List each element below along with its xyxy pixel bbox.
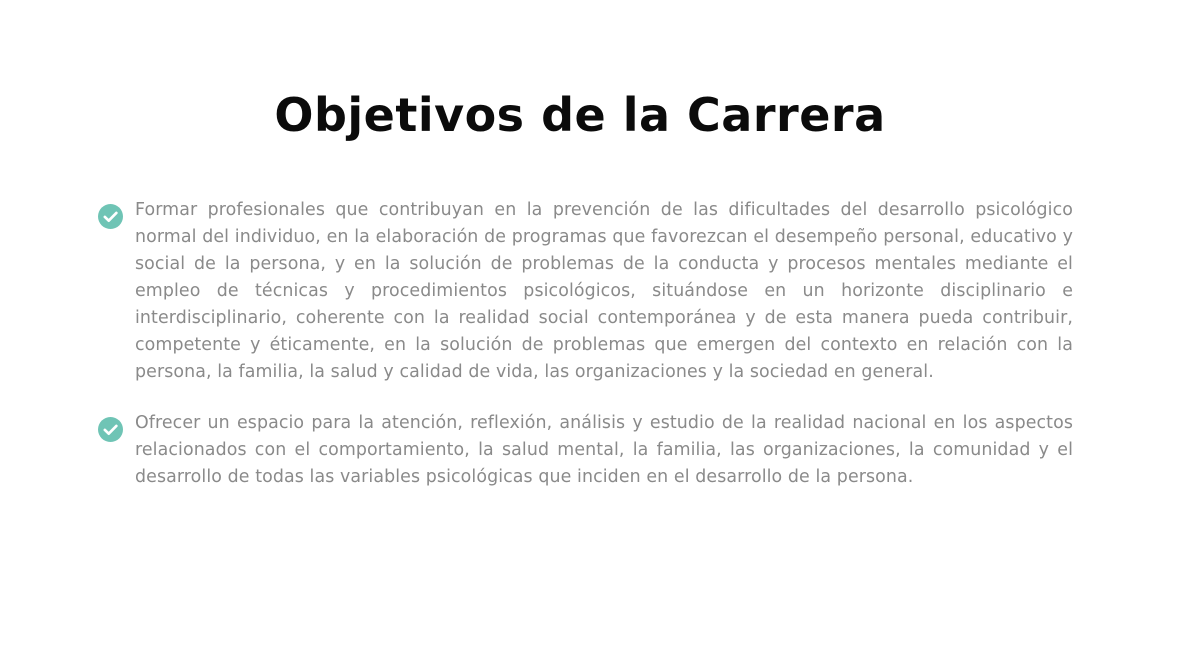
- page-title: Objetivos de la Carrera: [274, 88, 886, 142]
- check-circle-icon: [98, 417, 123, 442]
- list-item: [98, 410, 1073, 491]
- objectives-list: [98, 197, 1073, 515]
- objective-text: Formar profesionales que contribuyan en la prevención de las dificultades del desarrollo psicológico normal del individuo, en la elaboración de programas que favorezcan el desempeño personal, educativo y social de la persona, y en la solución de problemas de la conducta y procesos mentales mediante el empleo de técnicas y procedimientos psicológicos, situándose en un horizonte disciplinario e interdisciplinario, coherente con la realidad social contemporánea y de esta manera pueda contribuir, competente y éticamente, en la solución de problemas que emergen del contexto en relación con la persona, la familia, la salud y calidad de vida, las organizaciones y la sociedad en general.: [135, 200, 1073, 382]
- objective-text: Ofrecer un espacio para la atención, reflexión, análisis y estudio de la realidad nacional en los aspectos relacionados con el comportamiento, la salud mental, la familia, las organizaciones, la comunidad y el desarrollo de todas las variables psicológicas que inciden en el desarrollo de la persona.: [135, 413, 1073, 487]
- list-item: [98, 197, 1073, 386]
- check-circle-icon: [98, 204, 123, 229]
